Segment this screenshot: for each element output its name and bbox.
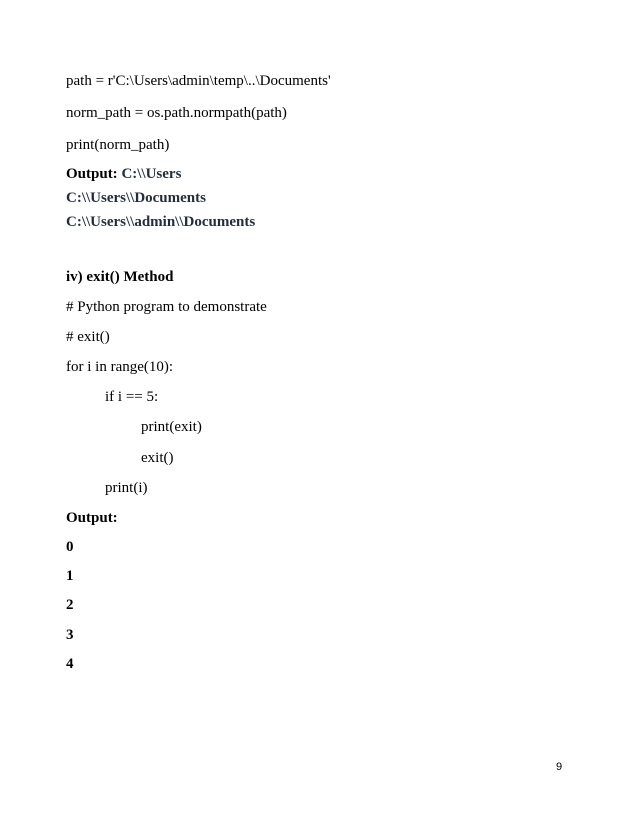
page-number: 9 (556, 761, 563, 773)
output2-value: 4 (66, 656, 74, 672)
output2-value: 1 (66, 568, 74, 584)
section-heading: iv) exit() Method (66, 269, 174, 285)
code-comment-1: # Python program to demonstrate (66, 299, 267, 315)
code-line-path: path = r'C:\Users\admin\temp\..\Documents' (66, 73, 331, 89)
code-for-line: for i in range(10): (66, 359, 174, 375)
output-label: Output: (66, 166, 122, 182)
code-print-exit: print(exit) (141, 419, 202, 435)
output-value-3: C:\\Users\\admin\\Documents (66, 214, 256, 230)
output-line-1 (66, 165, 181, 183)
code-line-print-normpath: print(norm_path) (66, 137, 170, 153)
output2-label: Output: (66, 510, 118, 526)
output2-value: 0 (66, 539, 74, 555)
code-line-normpath: norm_path = os.path.normpath(path) (66, 105, 287, 121)
code-comment-2: # exit() (66, 329, 110, 345)
output2-value: 3 (66, 627, 74, 643)
output2-value: 2 (66, 597, 74, 613)
code-if-line: if i == 5: (105, 389, 159, 405)
code-print-i: print(i) (105, 480, 148, 496)
output-value-1: C:\\Users (121, 166, 182, 182)
output-value-2: C:\\Users\\Documents (66, 190, 206, 206)
code-exit-call: exit() (141, 450, 174, 466)
